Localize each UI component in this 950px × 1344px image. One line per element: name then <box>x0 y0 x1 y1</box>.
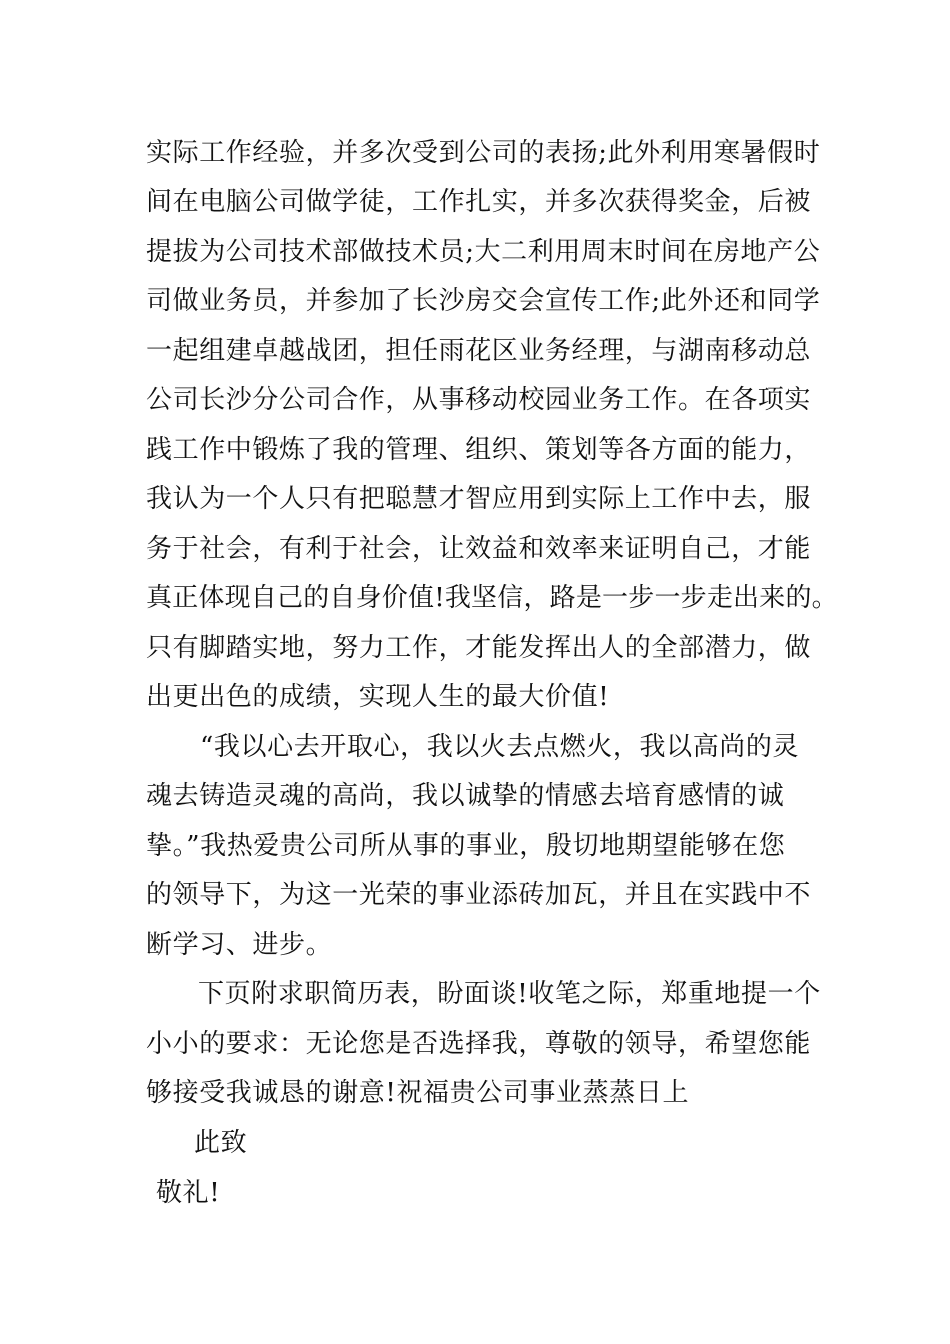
text-line: “我以心去开取心，我以火去点燃火，我以高尚的灵 <box>200 732 800 762</box>
text-line: 出更出色的成绩，实现人生的最大价值! <box>146 682 610 712</box>
text-line: 一起组建卓越战团，担任雨花区业务经理，与湖南移动总 <box>146 336 812 366</box>
closing-regards: 敬礼! <box>156 1178 221 1208</box>
text-line: 只有脚踏实地，努力工作，才能发挥出人的全部潜力，做 <box>146 633 812 663</box>
text-line: 我认为一个人只有把聪慧才智应用到实际上工作中去，服 <box>146 484 812 514</box>
text-line: 间在电脑公司做学徒，工作扎实，并多次获得奖金，后被 <box>146 187 812 217</box>
text-line: 实际工作经验，并多次受到公司的表扬;此外利用寒暑假时 <box>146 138 821 168</box>
text-line: 公司长沙分公司合作，从事移动校园业务工作。在各项实 <box>146 385 812 415</box>
text-line: 挚。”我热爱贵公司所从事的事业，殷切地期望能够在您 <box>146 831 786 861</box>
text-line: 断学习、进步。 <box>146 930 333 960</box>
text-line: 真正体现自己的自身价值!我坚信，路是一步一步走出来的。 <box>146 583 838 613</box>
text-line: 魂去铸造灵魂的高尚，我以诚挚的情感去培育感情的诚 <box>146 781 785 811</box>
text-line: 的领导下，为这一光荣的事业添砖加瓦，并且在实践中不 <box>146 880 812 910</box>
text-line: 司做业务员，并参加了长沙房交会宣传工作;此外还和同学 <box>146 286 821 316</box>
text-line: 提拔为公司技术部做技术员;大二利用周末时间在房地产公 <box>146 237 821 267</box>
text-line: 小小的要求：无论您是否选择我，尊敬的领导，希望您能 <box>146 1029 812 1059</box>
text-line: 践工作中锻炼了我的管理、组织、策划等各方面的能力， <box>146 435 812 465</box>
text-line: 务于社会，有利于社会，让效益和效率来证明自己，才能 <box>146 534 812 564</box>
text-line: 够接受我诚恳的谢意!祝福贵公司事业蒸蒸日上 <box>146 1078 690 1108</box>
closing-salutation: 此致 <box>194 1128 248 1158</box>
text-line: 下页附求职简历表，盼面谈!收笔之际，郑重地提一个 <box>198 979 821 1009</box>
